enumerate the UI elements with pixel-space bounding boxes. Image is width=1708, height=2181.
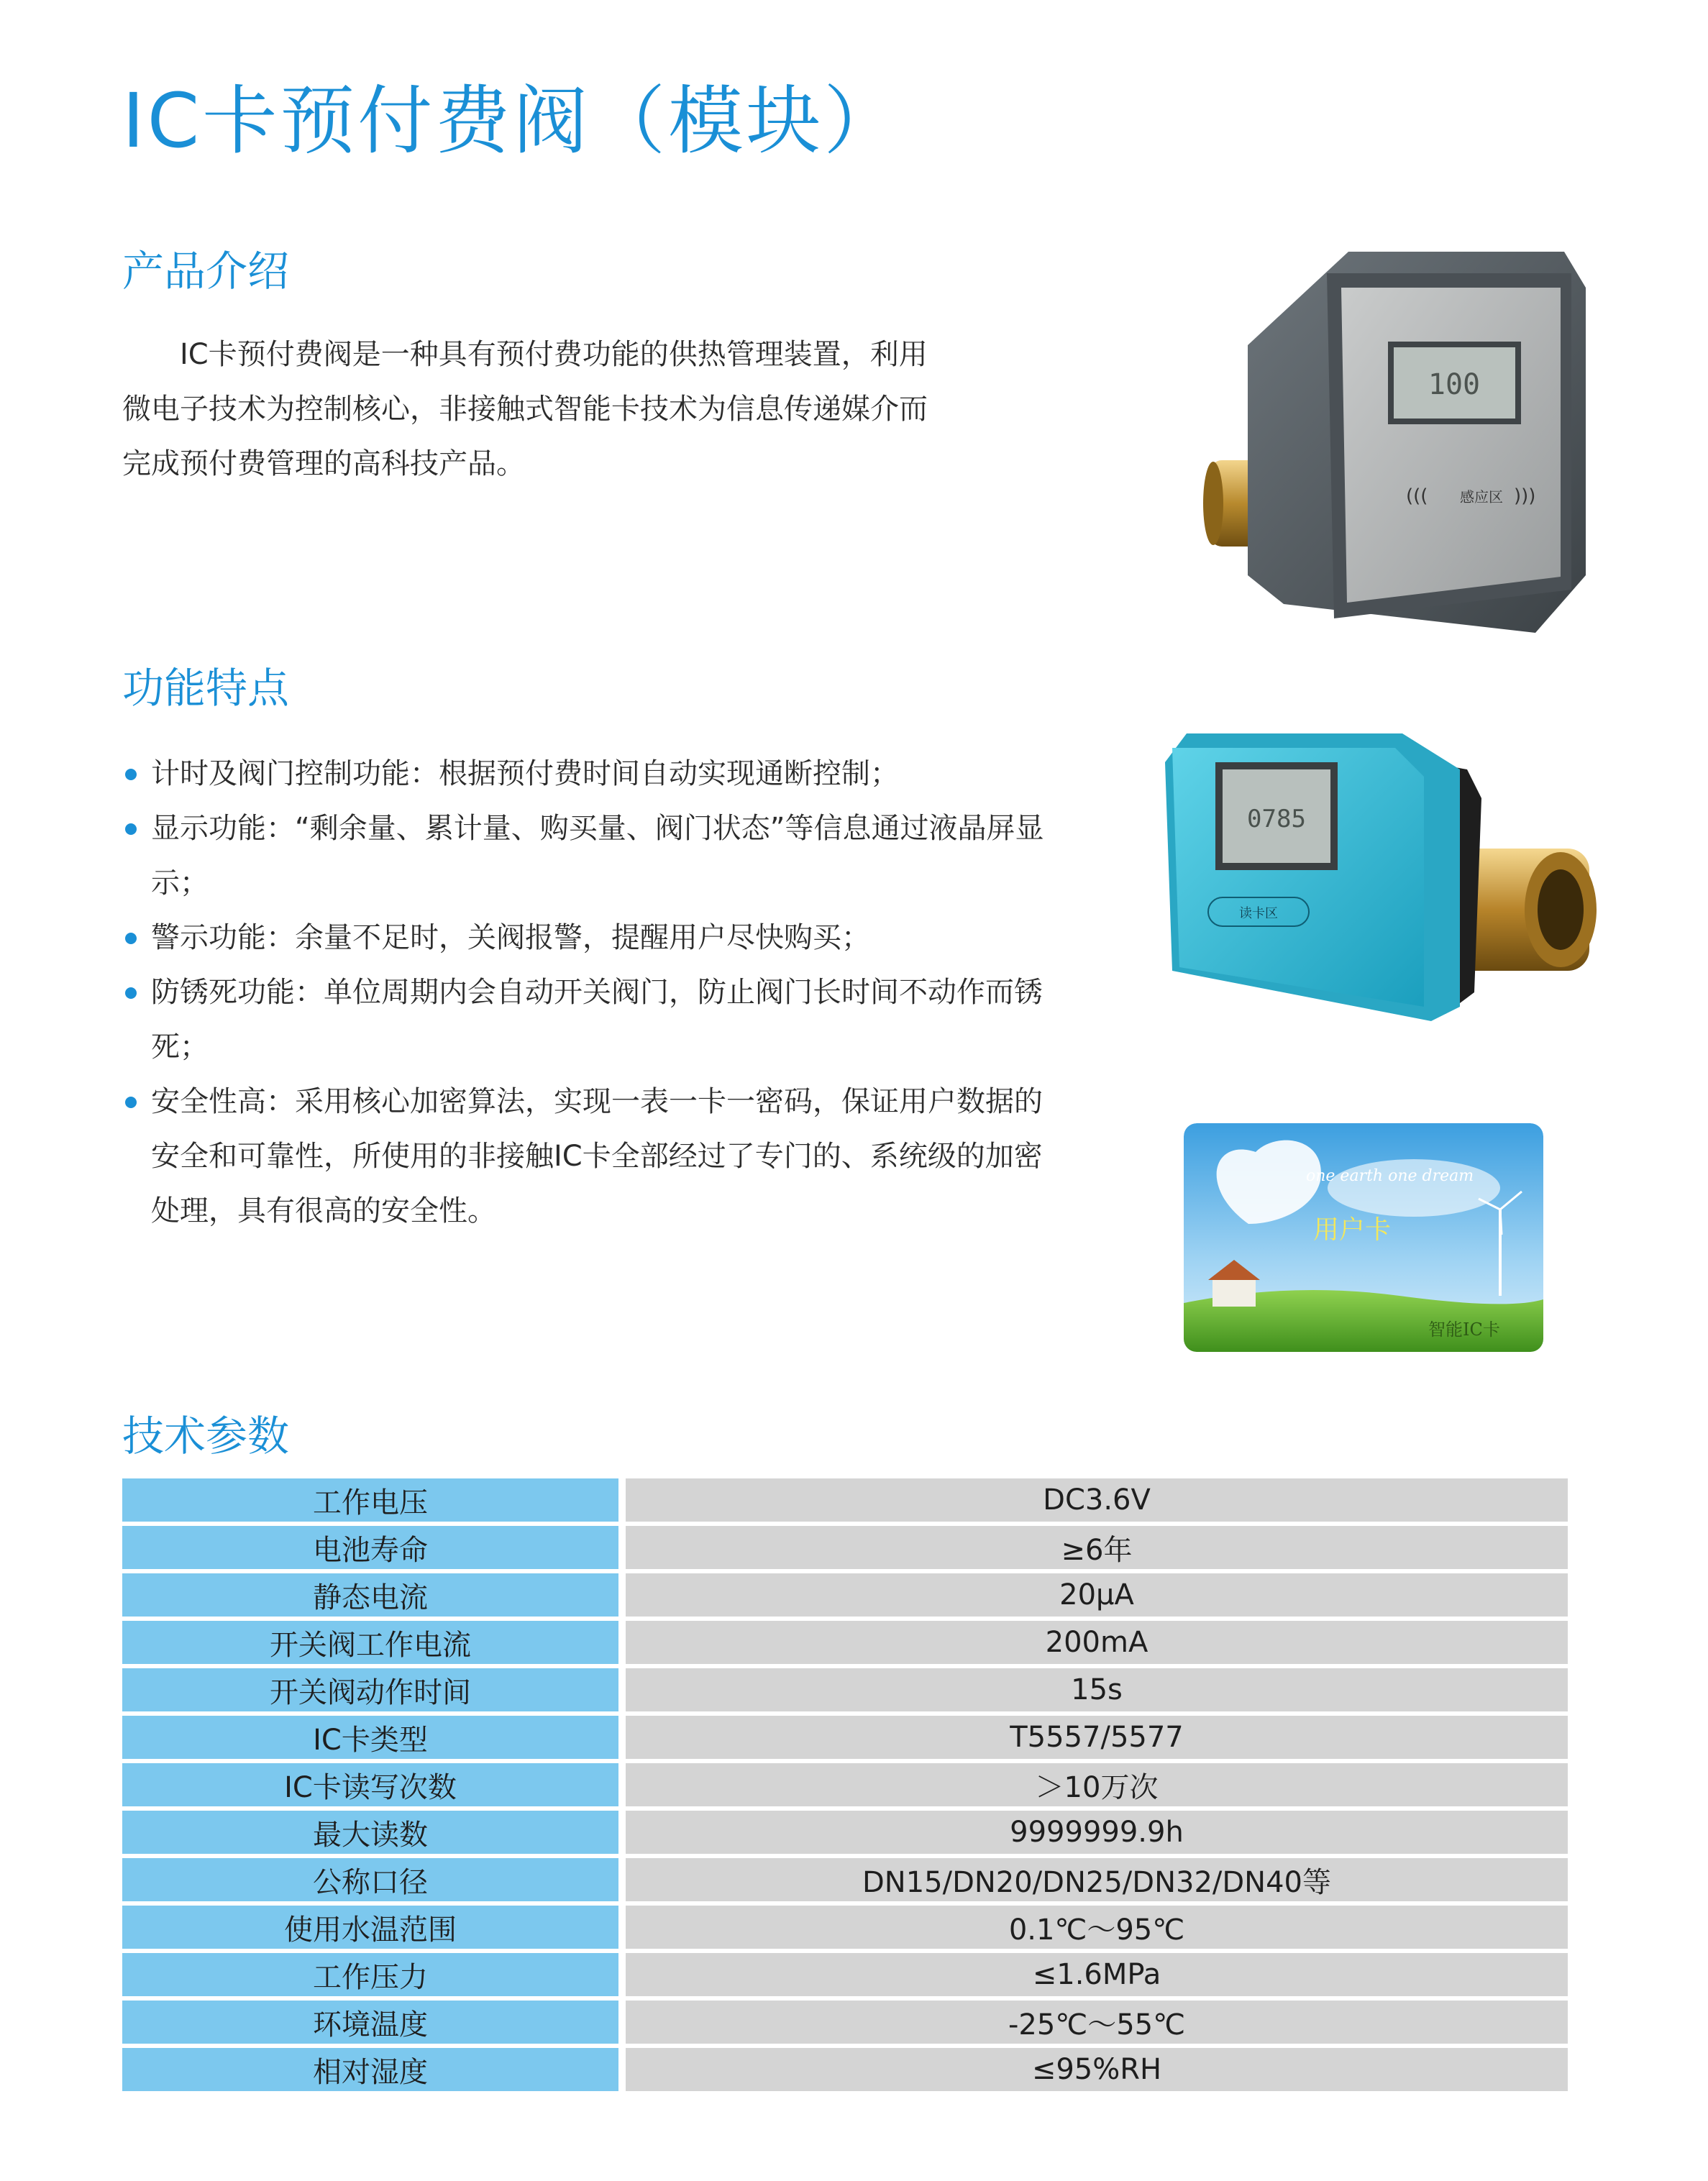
spec-label: 工作电压 (122, 1478, 618, 1522)
blue-read-label: 读卡区 (1239, 906, 1278, 921)
spec-value: 200mA (626, 1621, 1568, 1664)
feature-list (122, 746, 1057, 1238)
gray-sense-label: 感应区 (1460, 488, 1503, 506)
intro-line: IC卡预付费阀是一种具有预付费功能的供热管理装置，利用 (122, 338, 928, 371)
spec-label: 环境温度 (122, 2001, 618, 2044)
bullet-icon (125, 823, 137, 835)
spec-value: T5557/5577 (626, 1716, 1568, 1759)
spec-value: ≤1.6MPa (626, 1953, 1568, 1996)
table-row (122, 1668, 1568, 1711)
feature-item (122, 1074, 1057, 1238)
spec-label: 电池寿命 (122, 1526, 618, 1569)
spec-value: ＞10万次 (626, 1763, 1568, 1806)
spec-value: DN15/DN20/DN25/DN32/DN40等 (626, 1858, 1568, 1901)
spec-label: 公称口径 (122, 1858, 618, 1901)
intro-text (122, 327, 1043, 491)
feature-item (122, 801, 1057, 910)
feature-item (122, 965, 1057, 1074)
signal-icon-left: ((( (1406, 485, 1428, 507)
table-row (122, 1906, 1568, 1949)
spec-label: 开关阀工作电流 (122, 1621, 618, 1664)
table-row (122, 1811, 1568, 1854)
page-title: IC卡预付费阀（模块） (122, 77, 902, 165)
blue-lcd-readout: 0785 (1247, 805, 1306, 833)
spec-label: 开关阀动作时间 (122, 1668, 618, 1711)
feature-item (122, 910, 1057, 965)
spec-value: 15s (626, 1668, 1568, 1711)
intro-heading: 产品介绍 (122, 247, 290, 296)
spec-label: 使用水温范围 (122, 1906, 618, 1949)
table-row (122, 1526, 1568, 1569)
spec-label: 最大读数 (122, 1811, 618, 1854)
feature-text: 显示功能：“剩余量、累计量、购买量、阀门状态”等信息通过液晶屏显示； (151, 812, 1044, 900)
feature-text: 安全性高：采用核心加密算法，实现一表一卡一密码，保证用户数据的安全和可靠性，所使用的非接触IC卡全部经过了专门的、系统级的加密处理，具有很高的安全性。 (151, 1085, 1043, 1227)
feature-text: 计时及阀门控制功能：根据预付费时间自动实现通断控制； (151, 757, 899, 790)
signal-icon-right: ))) (1514, 485, 1536, 507)
table-row (122, 1716, 1568, 1759)
spec-value: 0.1℃～95℃ (626, 1906, 1568, 1949)
gray-lcd-readout: 100 (1428, 368, 1481, 401)
feature-text: 防锈死功能：单位周期内会自动开关阀门，防止阀门长时间不动作而锈死； (151, 976, 1043, 1064)
spec-value: -25℃～55℃ (626, 2001, 1568, 2044)
spec-label: IC卡类型 (122, 1716, 618, 1759)
bullet-icon (125, 769, 137, 780)
table-row (122, 1573, 1568, 1617)
spec-table (122, 1474, 1568, 2095)
table-row (122, 1953, 1568, 1996)
bullet-icon (125, 987, 137, 999)
card-subtitle: 智能IC卡 (1428, 1320, 1500, 1340)
spec-label: IC卡读写次数 (122, 1763, 618, 1806)
ic-card-image (1184, 1123, 1543, 1352)
spec-label: 相对湿度 (122, 2048, 618, 2091)
spec-value: 9999999.9h (626, 1811, 1568, 1854)
intro-line: 微电子技术为控制核心，非接触式智能卡技术为信息传递媒介而 (122, 393, 928, 426)
bullet-icon (125, 1097, 137, 1108)
table-row (122, 2048, 1568, 2091)
spec-label: 静态电流 (122, 1573, 618, 1617)
spec-value: 20μA (626, 1573, 1568, 1617)
gray-valve-device-image (1197, 244, 1600, 647)
table-row (122, 1763, 1568, 1806)
specs-heading: 技术参数 (122, 1412, 290, 1460)
feature-item (122, 746, 1057, 801)
spec-label: 工作压力 (122, 1953, 618, 1996)
table-row (122, 1621, 1568, 1664)
feature-text: 警示功能：余量不足时，关阀报警，提醒用户尽快购买； (151, 921, 870, 954)
table-row (122, 1858, 1568, 1901)
card-title: 用户卡 (1313, 1215, 1392, 1245)
features-heading: 功能特点 (122, 664, 290, 713)
spec-value: DC3.6V (626, 1478, 1568, 1522)
spec-value: ≤95%RH (626, 2048, 1568, 2091)
card-slogan: one earth one dream (1306, 1167, 1474, 1185)
spec-value: ≥6年 (626, 1526, 1568, 1569)
table-row (122, 2001, 1568, 2044)
intro-line: 完成预付费管理的高科技产品。 (122, 447, 525, 480)
bullet-icon (125, 933, 137, 944)
blue-valve-device-image (1158, 719, 1604, 1035)
table-row (122, 1478, 1568, 1522)
